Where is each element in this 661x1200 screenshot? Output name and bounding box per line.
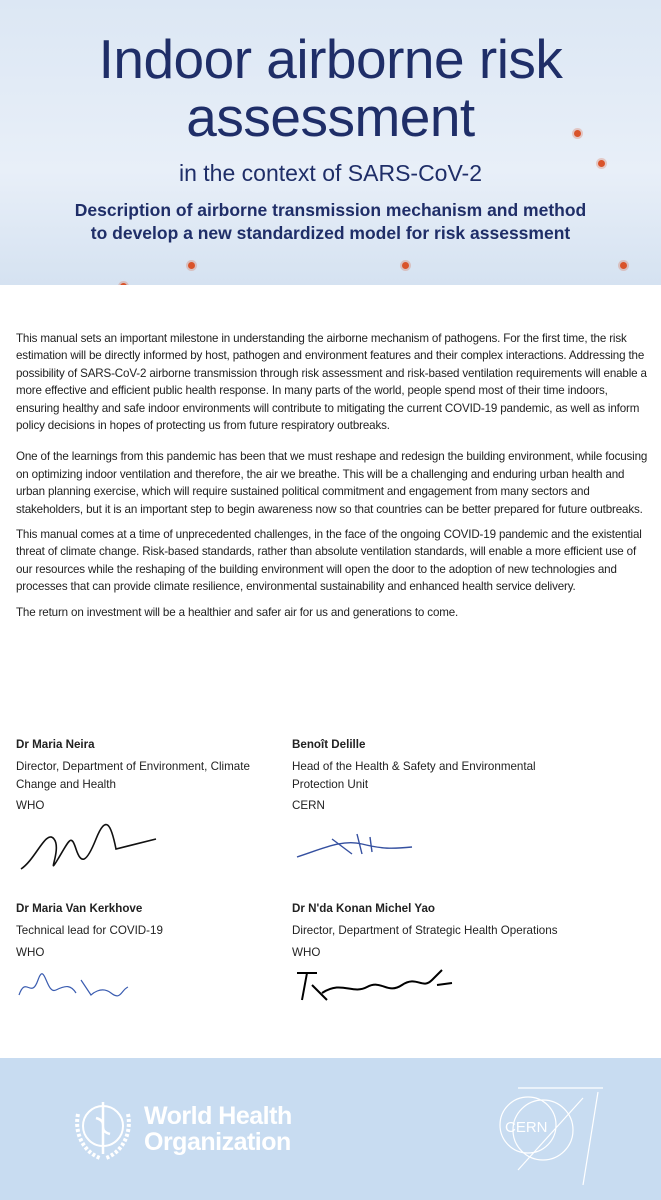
subtitle: in the context of SARS-CoV-2 xyxy=(179,160,482,186)
who-logo xyxy=(70,1094,292,1164)
signatory-yao xyxy=(292,900,622,1010)
signatory-name: Dr Maria Neira xyxy=(16,738,95,751)
virus-particle-icon xyxy=(574,130,581,137)
footer-logos xyxy=(0,1058,661,1200)
who-name-line: World Health xyxy=(144,1102,292,1130)
signature-image xyxy=(16,965,136,1010)
signatory-name: Benoît Delille xyxy=(292,738,366,751)
signatory-org: WHO xyxy=(16,799,45,813)
signatory-org: WHO xyxy=(16,945,45,959)
signature-image xyxy=(292,965,462,1010)
signatory-title: Head of the Health & Safety and Environmental Protection Unit xyxy=(292,760,536,791)
virus-particle-icon xyxy=(598,160,605,167)
paragraph: This manual comes at a time of unprecedented challenges, in the face of the ongoing COVID-19 pandemic and the existential threat of climate change. Risk-based standards, rather than absolute ventilation standards, will enable a more efficient use of our resources while the reshaping of the building environment will open the door to the adoption of new technologies and processes that can provide climate resilience, environmental sustainability and enhanced health service delivery. xyxy=(16,528,642,594)
signatory-title: Director, Department of Environment, Climate Change and Health xyxy=(16,760,250,791)
who-name-line: Organization xyxy=(144,1128,291,1156)
who-emblem-icon xyxy=(70,1094,136,1164)
cover-header xyxy=(0,0,661,285)
cern-logo xyxy=(498,1080,608,1190)
signature-image xyxy=(16,819,166,889)
virus-particle-icon xyxy=(188,262,195,269)
paragraph: This manual sets an important milestone in understanding the airborne mechanism of pathogens. For the first time, the risk estimation will be directly informed by host, pathogen and environment features and their complex interactions. Addressing the possibility of SARS-CoV-2 airborne transmission through risk assessment and risk-based ventilation requirements will enable a more effective and efficient public health response. In many parts of the world, people spend most of their time indoors, ensuring healthy and safe indoor environments will contribute to mitigating the current COVID-19 pandemic, as well as inform policy decisions in hopes of protecting us from future respiratory outbreaks. xyxy=(16,332,647,433)
signatory-neira xyxy=(16,736,276,889)
foreword-text xyxy=(16,330,648,635)
signatory-title: Technical lead for COVID-19 xyxy=(16,924,163,938)
signatory-name: Dr N'da Konan Michel Yao xyxy=(292,902,435,915)
virus-particle-icon xyxy=(620,262,627,269)
cern-logo-text: CERN xyxy=(505,1119,548,1136)
signatory-org: CERN xyxy=(292,799,325,813)
signatory-van-kerkhove xyxy=(16,900,296,1010)
description-line: Description of airborne transmission mechanism and method xyxy=(74,200,587,220)
signatory-title: Director, Department of Strategic Health Operations xyxy=(292,924,558,938)
paragraph: The return on investment will be a healthier and safer air for us and generations to come. xyxy=(16,605,459,619)
virus-particle-icon xyxy=(402,262,409,269)
page-title xyxy=(0,30,661,146)
paragraph: One of the learnings from this pandemic has been that we must reshape and redesign the building environment, while focusing on optimizing indoor ventilation and therefore, the air we breathe. This will be a challenging and enduring urban health and urban planning exercise, which will require sustained political commitment and engagement from many sectors and stakeholders, but it is an important step to begin awareness now so that countries can be better prepared for future outbreaks. xyxy=(16,450,648,516)
title-line: assessment xyxy=(186,86,475,148)
signatory-org: WHO xyxy=(292,945,321,959)
signatory-name: Dr Maria Van Kerkhove xyxy=(16,902,143,915)
signature-image xyxy=(292,819,422,869)
description-line: to develop a new standardized model for risk assessment xyxy=(90,223,571,243)
signatory-delille xyxy=(292,736,572,869)
description xyxy=(0,199,661,245)
virus-particle-icon xyxy=(120,283,127,285)
title-line: Indoor airborne risk xyxy=(98,28,563,90)
